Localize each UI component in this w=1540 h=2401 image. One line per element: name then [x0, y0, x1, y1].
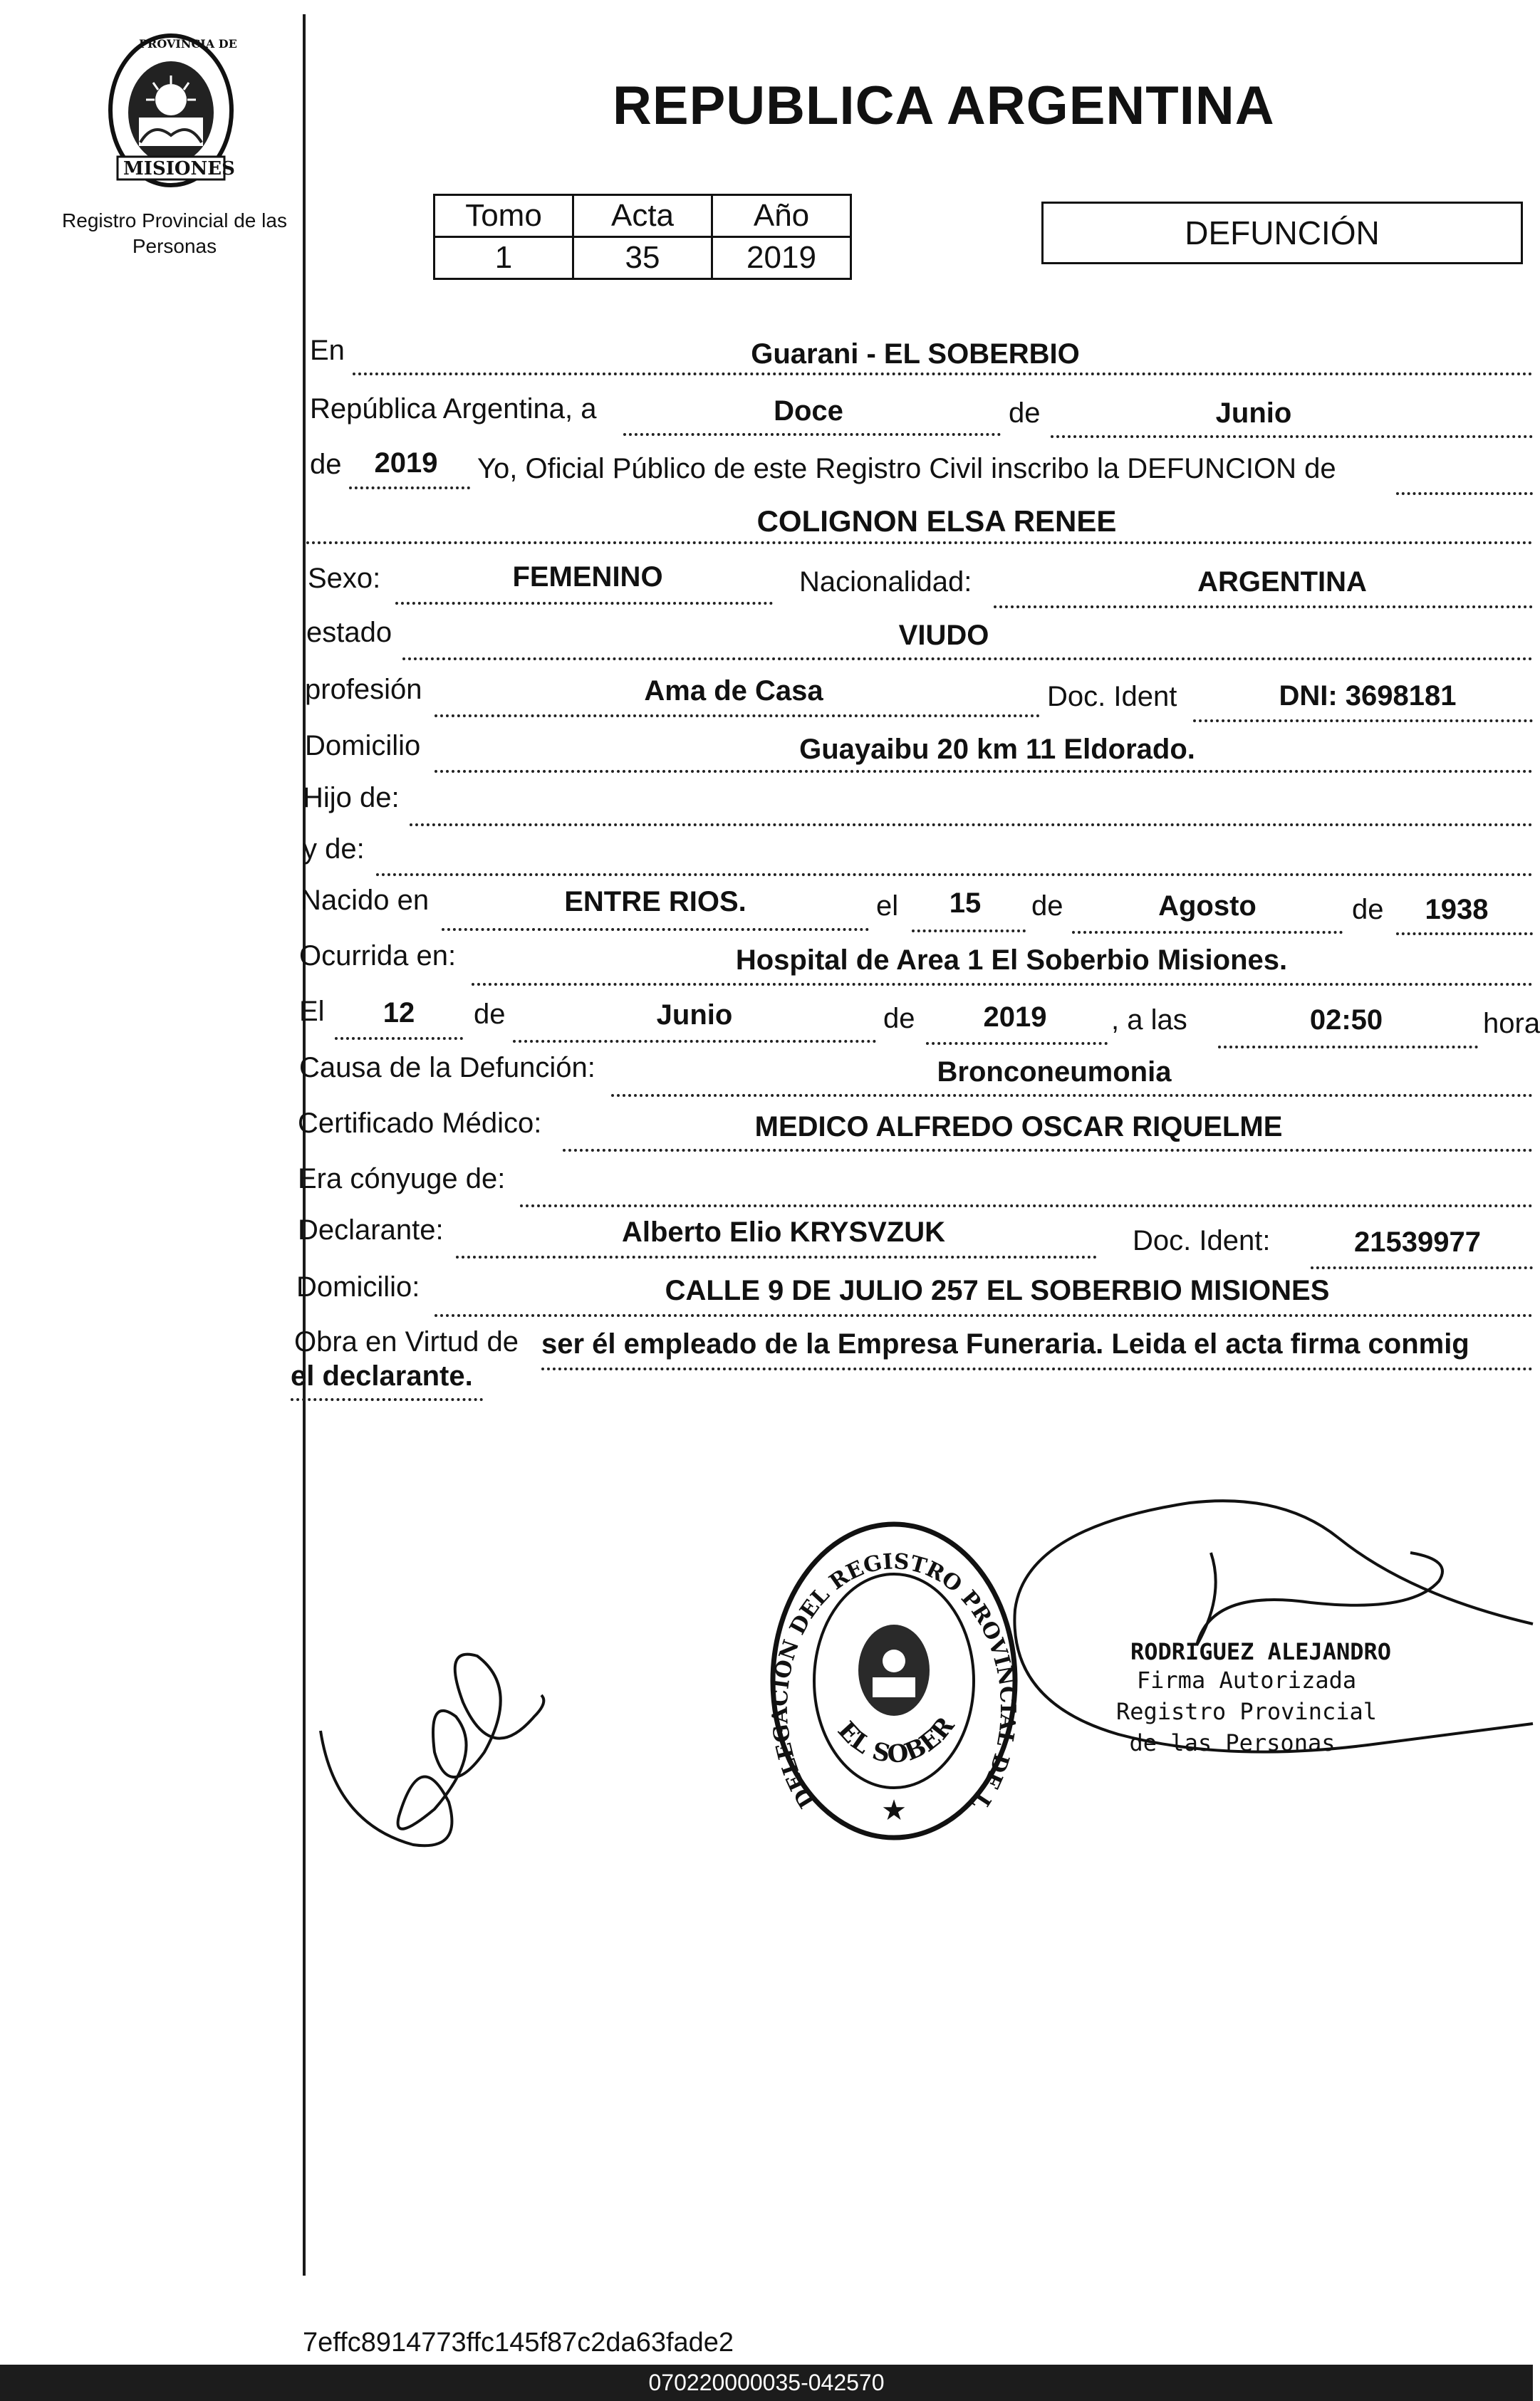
table-value-tomo: 1 — [435, 237, 573, 279]
dotted-line — [410, 818, 1533, 826]
dotted-line — [623, 427, 1001, 436]
label-profesion: profesión — [305, 674, 422, 705]
label-republica: República Argentina, a — [310, 393, 597, 425]
provincial-seal — [89, 28, 253, 192]
dotted-line — [611, 1088, 1533, 1097]
label-en: En — [310, 335, 345, 366]
document-hash: 7effc8914773ffc145f87c2da63fade2 — [303, 2328, 734, 2358]
dotted-line — [435, 1308, 1533, 1317]
label-causa: Causa de la Defunción: — [299, 1052, 595, 1083]
value-anio: 2019 — [374, 447, 438, 479]
value-nacido-anio: 1938 — [1425, 894, 1489, 925]
value-ocurrida: Hospital de Area 1 El Soberbio Misiones. — [735, 944, 1288, 976]
table-header-tomo: Tomo — [435, 195, 573, 237]
label-de: de — [1031, 890, 1063, 922]
value-mes: Junio — [1215, 397, 1292, 429]
dotted-line — [1051, 429, 1533, 438]
dotted-line — [456, 1250, 1097, 1259]
value-doc-ident: DNI: 3698181 — [1279, 680, 1457, 712]
value-obra: ser él empleado de la Empresa Funeraria. Leida el acta firma conmig — [541, 1328, 1469, 1360]
dotted-line — [926, 1036, 1108, 1045]
signer-title: Firma Autorizada — [1136, 1667, 1357, 1694]
signer-name: RODRIGUEZ ALEJANDRO — [1130, 1638, 1392, 1665]
seal-bottom-text: MISIONES — [123, 158, 235, 179]
label-el: el — [876, 890, 899, 922]
dotted-line — [563, 1143, 1533, 1152]
value-dia: Doce — [774, 395, 843, 427]
document-type-box: DEFUNCIÓN — [1041, 202, 1523, 264]
label-declarante: Declarante: — [298, 1214, 444, 1246]
inscription-text: Yo, Oficial Público de este Registro Civil inscribo la DEFUNCION de — [477, 453, 1336, 484]
label-de-anio: de — [310, 449, 342, 480]
label-obra: Obra en Virtud de — [294, 1326, 519, 1358]
delegation-stamp — [766, 1517, 1022, 1845]
label-de: de — [1352, 894, 1384, 925]
registry-label: Registro Provincial de las Personas — [62, 209, 287, 257]
label-hijo-de: Hijo de: — [303, 782, 400, 813]
declarant-signature — [313, 1645, 556, 1852]
label-domicilio-decl: Domicilio: — [296, 1271, 420, 1303]
dotted-line — [1396, 927, 1533, 935]
value-def-anio: 2019 — [983, 1001, 1047, 1033]
dotted-line — [520, 1199, 1533, 1207]
dotted-line — [472, 977, 1533, 986]
label-hora: hora — [1483, 1008, 1540, 1039]
table-header-acta: Acta — [573, 195, 712, 237]
signer-registry-line2: de las Personas — [1129, 1729, 1336, 1756]
label-de: de — [474, 999, 506, 1030]
value-nombre: COLIGNON ELSA RENEE — [756, 504, 1117, 538]
value-causa: Bronconeumonia — [937, 1056, 1172, 1088]
dotted-line — [1193, 714, 1533, 722]
value-def-mes: Junio — [656, 999, 733, 1031]
label-nacionalidad: Nacionalidad: — [799, 566, 972, 598]
label-ocurrida: Ocurrida en: — [299, 940, 457, 972]
dotted-line — [442, 922, 869, 931]
value-def-hora: 02:50 — [1309, 1004, 1383, 1036]
stamp-outer-text: DELEGACION DEL REGISTRO PROVINCIAL DE L — [767, 1549, 1021, 1815]
label-estado: estado — [306, 617, 392, 648]
table-value-acta: 35 — [573, 237, 712, 279]
label-el: El — [299, 996, 325, 1027]
seal-top-text: PROVINCIA DE — [139, 37, 237, 51]
record-table — [433, 194, 852, 280]
label-certificado: Certificado Médico: — [298, 1108, 542, 1139]
barcode-bar: 070220000035-042570 — [0, 2365, 1533, 2401]
label-doc-ident-decl: Doc. Ident: — [1133, 1225, 1271, 1256]
vertical-rule — [303, 14, 306, 2276]
dotted-line — [435, 709, 1040, 717]
value-nacido-dia: 15 — [949, 887, 982, 919]
value-profesion: Ama de Casa — [644, 675, 823, 707]
table-header-anio: Año — [712, 195, 851, 237]
label-conyuge: Era cónyuge de: — [298, 1163, 506, 1194]
value-nacido-lugar: ENTRE RIOS. — [564, 886, 746, 917]
dotted-line — [376, 868, 1533, 876]
dotted-line — [513, 1034, 876, 1043]
dotted-line — [994, 600, 1533, 608]
stamp-inner-text: EL SOBER — [831, 1712, 961, 1769]
value-sexo: FEMENINO — [512, 561, 663, 593]
value-estado: VIUDO — [898, 620, 989, 651]
signer-registry: Registro Provincial — [1115, 1698, 1378, 1725]
value-domicilio: Guayaibu 20 km 11 Eldorado. — [799, 734, 1195, 765]
dotted-line — [291, 1392, 483, 1401]
label-de: de — [1009, 397, 1041, 429]
value-doc-ident-decl: 21539977 — [1354, 1226, 1481, 1258]
table-value-anio: 2019 — [712, 237, 851, 279]
value-declarante: Alberto Elio KRYSVZUK — [621, 1217, 946, 1248]
value-def-dia: 12 — [383, 997, 415, 1028]
label-doc-ident: Doc. Ident — [1047, 681, 1177, 712]
value-nacionalidad: ARGENTINA — [1197, 566, 1367, 598]
dotted-line — [395, 596, 773, 605]
dotted-line — [1218, 1040, 1478, 1048]
label-a-las: , a las — [1111, 1004, 1187, 1036]
label-de: de — [883, 1003, 915, 1034]
label-sexo: Sexo: — [308, 563, 381, 594]
value-obra-line2: el declarante. — [291, 1360, 473, 1392]
dotted-line — [912, 924, 1026, 932]
dotted-line — [541, 1362, 1533, 1370]
page-title: REPUBLICA ARGENTINA — [613, 75, 1275, 136]
value-en: Guarani - EL SOBERBIO — [751, 338, 1080, 370]
dotted-line — [1311, 1261, 1533, 1269]
value-nacido-mes: Agosto — [1158, 890, 1257, 922]
dotted-line — [1396, 486, 1533, 495]
label-nacido: Nacido en — [301, 885, 430, 916]
dotted-line — [335, 1031, 463, 1040]
value-certificado: MEDICO ALFREDO OSCAR RIQUELME — [754, 1111, 1283, 1142]
star-icon: ★ — [881, 1795, 907, 1826]
dotted-line — [402, 652, 1533, 660]
label-domicilio: Domicilio — [305, 730, 421, 761]
dotted-line — [349, 481, 470, 489]
value-domicilio-decl: CALLE 9 DE JULIO 257 EL SOBERBIO MISIONES — [665, 1275, 1330, 1306]
label-y-de: y de: — [303, 833, 365, 865]
dotted-line — [1072, 925, 1343, 934]
